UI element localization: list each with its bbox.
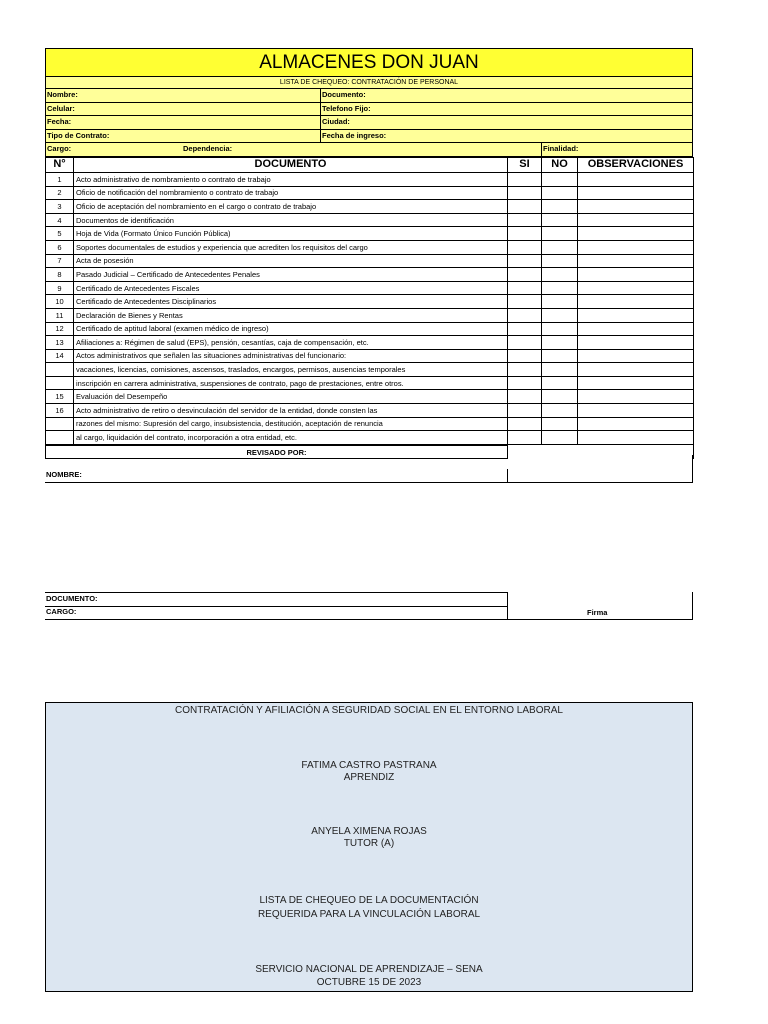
row-observaciones-cell[interactable] <box>578 200 694 214</box>
row-si-cell[interactable] <box>508 281 542 295</box>
row-no-cell[interactable] <box>542 186 578 200</box>
col-header-no: NO <box>542 157 578 172</box>
row-si-cell[interactable] <box>508 213 542 227</box>
row-si-cell[interactable] <box>508 172 542 186</box>
row-observaciones-cell[interactable] <box>578 186 694 200</box>
table-row <box>46 213 694 227</box>
row-observaciones-cell[interactable] <box>578 295 694 309</box>
nombre-label: Nombre: <box>47 90 78 99</box>
table-row <box>46 172 694 186</box>
cover-tutor: ANYELA XIMENA ROJAS <box>311 826 427 837</box>
row-number: 16 <box>46 404 74 418</box>
row-document: Acto administrativo de nombramiento o contrato de trabajo <box>74 172 508 186</box>
row-number: 13 <box>46 336 74 350</box>
row-document: Acta de posesión <box>74 254 508 268</box>
row-no-cell[interactable] <box>542 390 578 404</box>
row-number: 5 <box>46 227 74 241</box>
row-si-cell[interactable] <box>508 240 542 254</box>
table-header-row <box>46 157 694 172</box>
signature-nombre-row <box>45 469 693 483</box>
field-row-fecha <box>45 116 693 130</box>
table-row <box>46 404 694 418</box>
row-no-cell[interactable] <box>542 417 578 431</box>
checklist-sheet <box>45 48 693 459</box>
row-document: Evaluación del Desempeño <box>74 390 508 404</box>
row-number: 3 <box>46 200 74 214</box>
row-observaciones-cell[interactable] <box>578 431 694 445</box>
table-row <box>46 417 694 431</box>
row-number: 11 <box>46 308 74 322</box>
row-number <box>46 363 74 377</box>
row-no-cell[interactable] <box>542 295 578 309</box>
row-document: vacaciones, licencias, comisiones, ascensos, traslados, encargos, permisos, ausencias temporales <box>74 363 508 377</box>
cover-tutor-role: TUTOR (A) <box>343 838 395 849</box>
cover-institution: SERVICIO NACIONAL DE APRENDIZAJE – SENA <box>255 964 483 975</box>
row-si-cell[interactable] <box>508 363 542 377</box>
row-number: 6 <box>46 240 74 254</box>
field-row-tipo-contrato <box>45 130 693 144</box>
row-document: Soportes documentales de estudios y experiencia que acrediten los requisitos del cargo <box>74 240 508 254</box>
row-number: 14 <box>46 349 74 363</box>
row-number: 12 <box>46 322 74 336</box>
row-observaciones-cell[interactable] <box>578 322 694 336</box>
revisado-por-label: REVISADO POR: <box>46 445 508 459</box>
row-document: Acto administrativo de retiro o desvinculación del servidor de la entidad, donde consten las <box>74 404 508 418</box>
cover-date: OCTUBRE 15 DE 2023 <box>316 977 422 988</box>
cover-author-role: APRENDIZ <box>343 772 395 783</box>
col-header-num: N° <box>46 157 74 172</box>
cover-author: FATIMA CASTRO PASTRANA <box>301 760 437 771</box>
table-row <box>46 295 694 309</box>
row-observaciones-cell[interactable] <box>578 308 694 322</box>
signature-block <box>45 592 693 620</box>
row-no-cell[interactable] <box>542 200 578 214</box>
table-row <box>46 322 694 336</box>
row-document: Certificado de Antecedentes Fiscales <box>74 281 508 295</box>
row-number: 8 <box>46 268 74 282</box>
table-row <box>46 227 694 241</box>
documento-label: Documento: <box>322 90 366 99</box>
documents-table <box>45 157 694 445</box>
row-observaciones-cell[interactable] <box>578 172 694 186</box>
row-document: Documentos de identificación <box>74 213 508 227</box>
row-observaciones-cell[interactable] <box>578 349 694 363</box>
row-si-cell[interactable] <box>508 295 542 309</box>
row-no-cell[interactable] <box>542 254 578 268</box>
col-header-observaciones: OBSERVACIONES <box>578 157 694 172</box>
row-number: 1 <box>46 172 74 186</box>
row-number <box>46 431 74 445</box>
finalidad-label: Finalidad: <box>543 144 579 154</box>
row-no-cell[interactable] <box>542 213 578 227</box>
row-document: Certificado de aptitud laboral (examen médico de ingreso) <box>74 322 508 336</box>
table-row <box>46 268 694 282</box>
cover-doc-title-1: LISTA DE CHEQUEO DE LA DOCUMENTACIÓN <box>259 895 479 906</box>
table-row <box>46 431 694 445</box>
row-number <box>46 376 74 390</box>
cover-doc-title-2: REQUERIDA PARA LA VINCULACIÓN LABORAL <box>257 909 481 920</box>
row-number: 4 <box>46 213 74 227</box>
row-number: 7 <box>46 254 74 268</box>
table-row <box>46 240 694 254</box>
row-observaciones-cell[interactable] <box>578 404 694 418</box>
row-observaciones-cell[interactable] <box>578 213 694 227</box>
table-row <box>46 363 694 377</box>
fecha-label: Fecha: <box>47 117 72 127</box>
row-si-cell[interactable] <box>508 186 542 200</box>
table-row <box>46 349 694 363</box>
row-si-cell[interactable] <box>508 268 542 282</box>
field-row-cargo <box>45 143 693 157</box>
row-observaciones-cell[interactable] <box>578 363 694 377</box>
row-si-cell[interactable] <box>508 390 542 404</box>
row-si-cell[interactable] <box>508 417 542 431</box>
row-observaciones-cell[interactable] <box>578 417 694 431</box>
row-document: Hoja de Vida (Formato Único Función Pública) <box>74 227 508 241</box>
row-document: Oficio de aceptación del nombramiento en el cargo o contrato de trabajo <box>74 200 508 214</box>
row-observaciones-cell[interactable] <box>578 376 694 390</box>
cargo-sign-label: CARGO: <box>46 607 77 616</box>
table-row <box>46 200 694 214</box>
row-si-cell[interactable] <box>508 404 542 418</box>
row-observaciones-cell[interactable] <box>578 390 694 404</box>
reviewed-table <box>45 445 694 460</box>
table-row <box>46 390 694 404</box>
row-no-cell[interactable] <box>542 349 578 363</box>
table-row <box>46 281 694 295</box>
nombre-sign-label: NOMBRE: <box>46 470 82 479</box>
row-document: Actos administrativos que señalen las situaciones administrativas del funcionario: <box>74 349 508 363</box>
row-observaciones-cell[interactable] <box>578 336 694 350</box>
row-si-cell[interactable] <box>508 376 542 390</box>
row-si-cell[interactable] <box>508 336 542 350</box>
company-title: ALMACENES DON JUAN <box>45 48 693 77</box>
row-number: 9 <box>46 281 74 295</box>
row-no-cell[interactable] <box>542 227 578 241</box>
row-number: 10 <box>46 295 74 309</box>
row-no-cell[interactable] <box>542 363 578 377</box>
checklist-subtitle: LISTA DE CHEQUEO: CONTRATACIÓN DE PERSONAL <box>45 77 693 89</box>
table-row <box>46 308 694 322</box>
col-header-documento: DOCUMENTO <box>74 157 508 172</box>
table-row <box>46 376 694 390</box>
row-observaciones-cell[interactable] <box>578 268 694 282</box>
row-si-cell[interactable] <box>508 349 542 363</box>
row-no-cell[interactable] <box>542 281 578 295</box>
cargo-label: Cargo: <box>47 144 72 154</box>
row-si-cell[interactable] <box>508 254 542 268</box>
row-number <box>46 417 74 431</box>
row-document: Pasado Judicial – Certificado de Antecedentes Penales <box>74 268 508 282</box>
ciudad-label: Ciudad: <box>322 117 350 127</box>
col-header-si: SI <box>508 157 542 172</box>
row-document: Declaración de Bienes y Rentas <box>74 308 508 322</box>
row-no-cell[interactable] <box>542 268 578 282</box>
table-row <box>46 186 694 200</box>
row-no-cell[interactable] <box>542 336 578 350</box>
row-observaciones-cell[interactable] <box>578 227 694 241</box>
field-row-nombre <box>45 89 693 103</box>
celular-label: Celular: <box>47 103 75 113</box>
row-no-cell[interactable] <box>542 376 578 390</box>
row-document: al cargo, liquidación del contrato, incorporación a otra entidad, etc. <box>74 431 508 445</box>
dependencia-label: Dependencia: <box>183 144 233 154</box>
documento-sign-label: DOCUMENTO: <box>46 594 98 603</box>
row-si-cell[interactable] <box>508 200 542 214</box>
row-no-cell[interactable] <box>542 404 578 418</box>
fecha-ingreso-label: Fecha de ingreso: <box>322 130 387 140</box>
row-no-cell[interactable] <box>542 431 578 445</box>
row-si-cell[interactable] <box>508 308 542 322</box>
row-observaciones-cell[interactable] <box>578 254 694 268</box>
row-document: inscripción en carrera administrativa, suspensiones de contrato, pago de prestaciones, entre otros. <box>74 376 508 390</box>
firma-label: Firma <box>587 608 608 617</box>
row-number: 2 <box>46 186 74 200</box>
row-no-cell[interactable] <box>542 322 578 336</box>
cover-topic: CONTRATACIÓN Y AFILIACIÓN A SEGURIDAD SOCIAL EN EL ENTORNO LABORAL <box>175 705 563 716</box>
row-no-cell[interactable] <box>542 172 578 186</box>
row-si-cell[interactable] <box>508 227 542 241</box>
row-document: Afiliaciones a: Régimen de salud (EPS), pensión, cesantías, caja de compensación, etc. <box>74 336 508 350</box>
row-observaciones-cell[interactable] <box>578 240 694 254</box>
row-no-cell[interactable] <box>542 308 578 322</box>
row-si-cell[interactable] <box>508 322 542 336</box>
row-number: 15 <box>46 390 74 404</box>
table-row <box>46 254 694 268</box>
cover-page <box>45 702 693 992</box>
telefono-fijo-label: Telefono Fijo: <box>322 103 371 113</box>
field-row-celular <box>45 103 693 117</box>
tipo-contrato-label: Tipo de Contrato: <box>47 130 110 140</box>
row-document: Certificado de Antecedentes Disciplinarios <box>74 295 508 309</box>
row-document: razones del mismo: Supresión del cargo, insubsistencia, destitución, aceptación de renuncia <box>74 417 508 431</box>
row-si-cell[interactable] <box>508 431 542 445</box>
table-row <box>46 336 694 350</box>
row-observaciones-cell[interactable] <box>578 281 694 295</box>
row-document: Oficio de notificación del nombramiento o contrato de trabajo <box>74 186 508 200</box>
row-no-cell[interactable] <box>542 240 578 254</box>
